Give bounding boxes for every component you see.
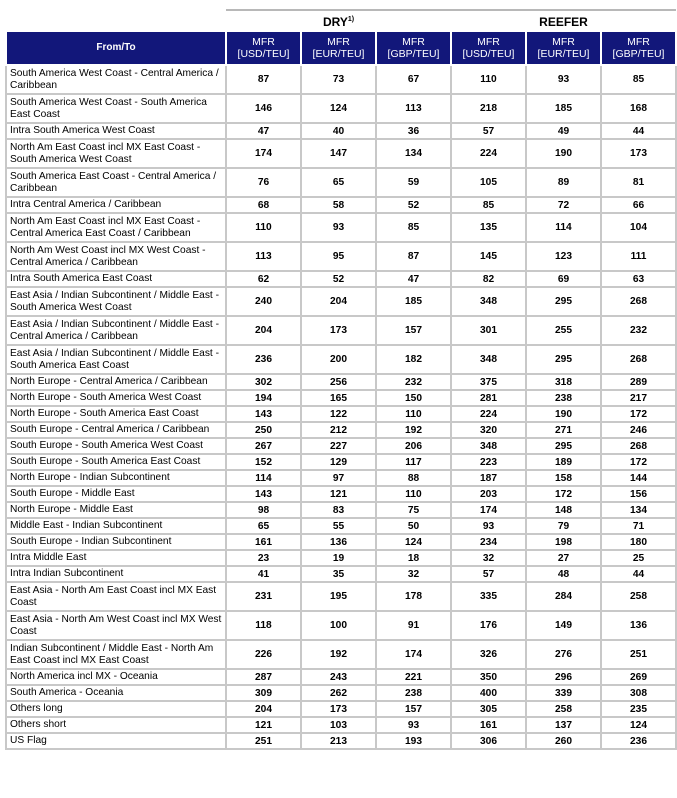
table-row (6, 197, 676, 213)
rate-cell-reefer-usd: 218 (451, 94, 526, 123)
rate-cell-reefer-gbp: 71 (601, 518, 676, 534)
route-cell: South Europe - Middle East (6, 486, 226, 502)
rate-cell-reefer-eur: 72 (526, 197, 601, 213)
header-label: MFR (477, 36, 500, 48)
rate-cell-dry-usd: 143 (226, 406, 301, 422)
route-cell: South America West Coast - Central America / Caribbean (6, 65, 226, 94)
rate-cell-dry-eur: 195 (301, 582, 376, 611)
rate-cell-reefer-usd: 176 (451, 611, 526, 640)
table-row (6, 717, 676, 733)
group-dry-footnote: 1) (347, 16, 355, 23)
rate-cell-reefer-eur: 238 (526, 390, 601, 406)
rate-cell-dry-eur: 256 (301, 374, 376, 390)
rate-cell-dry-gbp: 59 (376, 168, 451, 197)
rate-cell-reefer-eur: 114 (526, 213, 601, 242)
rate-cell-dry-gbp: 182 (376, 345, 451, 374)
rate-cell-reefer-usd: 203 (451, 486, 526, 502)
rate-cell-dry-gbp: 91 (376, 611, 451, 640)
rate-cell-dry-eur: 136 (301, 534, 376, 550)
rate-cell-dry-usd: 62 (226, 271, 301, 287)
header-unit: [EUR/TEU] (537, 48, 590, 60)
table-row (6, 518, 676, 534)
rate-cell-reefer-eur: 296 (526, 669, 601, 685)
rate-cell-reefer-usd: 348 (451, 438, 526, 454)
rate-cell-dry-eur: 204 (301, 287, 376, 316)
rate-cell-reefer-gbp: 289 (601, 374, 676, 390)
rate-cell-dry-gbp: 134 (376, 139, 451, 168)
rate-cell-reefer-gbp: 180 (601, 534, 676, 550)
rate-cell-reefer-eur: 48 (526, 566, 601, 582)
rate-cell-dry-usd: 76 (226, 168, 301, 197)
header-unit: [EUR/TEU] (312, 48, 365, 60)
rate-cell-dry-usd: 113 (226, 242, 301, 271)
rate-cell-reefer-gbp: 44 (601, 123, 676, 139)
route-cell: South Europe - Indian Subcontinent (6, 534, 226, 550)
rate-cell-dry-gbp: 238 (376, 685, 451, 701)
rate-cell-reefer-usd: 301 (451, 316, 526, 345)
table-row (6, 94, 676, 123)
route-cell: South Europe - South America East Coast (6, 454, 226, 470)
rate-cell-reefer-usd: 224 (451, 139, 526, 168)
rate-cell-dry-usd: 267 (226, 438, 301, 454)
rate-cell-dry-gbp: 157 (376, 701, 451, 717)
rate-cell-dry-eur: 262 (301, 685, 376, 701)
header-unit: [GBP/TEU] (612, 48, 665, 60)
rate-cell-dry-usd: 302 (226, 374, 301, 390)
rate-cell-reefer-gbp: 232 (601, 316, 676, 345)
route-cell: Others long (6, 701, 226, 717)
rate-cell-reefer-eur: 260 (526, 733, 601, 749)
rate-cell-reefer-gbp: 85 (601, 65, 676, 94)
rate-cell-dry-gbp: 193 (376, 733, 451, 749)
rate-cell-reefer-gbp: 124 (601, 717, 676, 733)
rate-cell-dry-eur: 95 (301, 242, 376, 271)
table-row (6, 287, 676, 316)
rate-cell-dry-gbp: 52 (376, 197, 451, 213)
rate-cell-dry-eur: 100 (301, 611, 376, 640)
group-header-dry (226, 10, 451, 31)
rate-cell-reefer-eur: 89 (526, 168, 601, 197)
rate-cell-reefer-usd: 223 (451, 454, 526, 470)
rate-cell-reefer-gbp: 156 (601, 486, 676, 502)
rate-cell-dry-gbp: 32 (376, 566, 451, 582)
rate-cell-dry-eur: 227 (301, 438, 376, 454)
route-cell: East Asia / Indian Subcontinent / Middle East - Central America / Caribbean (6, 316, 226, 345)
rate-cell-dry-usd: 121 (226, 717, 301, 733)
rate-cell-reefer-gbp: 235 (601, 701, 676, 717)
rate-cell-dry-eur: 73 (301, 65, 376, 94)
rate-cell-dry-usd: 110 (226, 213, 301, 242)
rate-cell-dry-eur: 243 (301, 669, 376, 685)
rate-cell-reefer-usd: 105 (451, 168, 526, 197)
table-row (6, 669, 676, 685)
rate-cell-reefer-eur: 148 (526, 502, 601, 518)
rate-cell-reefer-gbp: 268 (601, 287, 676, 316)
rate-cell-reefer-gbp: 63 (601, 271, 676, 287)
rate-cell-dry-eur: 52 (301, 271, 376, 287)
header-unit: [USD/TEU] (237, 48, 290, 60)
rate-cell-reefer-eur: 295 (526, 438, 601, 454)
rate-cell-dry-gbp: 113 (376, 94, 451, 123)
route-cell: North Europe - Middle East (6, 502, 226, 518)
rate-cell-reefer-usd: 85 (451, 197, 526, 213)
group-dry-label: DRY (322, 15, 348, 29)
table-row (6, 550, 676, 566)
rate-cell-dry-gbp: 88 (376, 470, 451, 486)
rate-cell-reefer-usd: 281 (451, 390, 526, 406)
rate-cell-dry-eur: 40 (301, 123, 376, 139)
rate-cell-dry-usd: 250 (226, 422, 301, 438)
header-label: MFR (552, 36, 575, 48)
table-row (6, 139, 676, 168)
rate-cell-dry-gbp: 36 (376, 123, 451, 139)
rate-cell-dry-usd: 174 (226, 139, 301, 168)
route-cell: Intra Middle East (6, 550, 226, 566)
rate-cell-reefer-gbp: 172 (601, 454, 676, 470)
rate-cell-dry-usd: 287 (226, 669, 301, 685)
route-cell: South America East Coast - Central America / Caribbean (6, 168, 226, 197)
rate-cell-reefer-usd: 82 (451, 271, 526, 287)
rate-cell-reefer-usd: 320 (451, 422, 526, 438)
rate-cell-reefer-gbp: 66 (601, 197, 676, 213)
rate-cell-dry-eur: 129 (301, 454, 376, 470)
rate-cell-reefer-usd: 93 (451, 518, 526, 534)
rate-cell-reefer-gbp: 268 (601, 438, 676, 454)
table-row (6, 454, 676, 470)
table-row (6, 242, 676, 271)
rate-cell-dry-gbp: 87 (376, 242, 451, 271)
rate-cell-dry-usd: 143 (226, 486, 301, 502)
rate-cell-dry-eur: 103 (301, 717, 376, 733)
rate-cell-reefer-eur: 295 (526, 287, 601, 316)
rate-cell-dry-usd: 231 (226, 582, 301, 611)
header-label: MFR (252, 36, 275, 48)
table-row (6, 316, 676, 345)
rate-cell-dry-eur: 35 (301, 566, 376, 582)
rate-cell-reefer-gbp: 44 (601, 566, 676, 582)
header-reefer-gbp (601, 31, 676, 65)
header-dry-usd (226, 31, 301, 65)
rate-cell-reefer-eur: 271 (526, 422, 601, 438)
rate-cell-reefer-eur: 189 (526, 454, 601, 470)
rate-cell-reefer-gbp: 168 (601, 94, 676, 123)
route-cell: North Am West Coast incl MX West Coast - Central America / Caribbean (6, 242, 226, 271)
rate-cell-dry-usd: 161 (226, 534, 301, 550)
rate-cell-dry-eur: 200 (301, 345, 376, 374)
table-row (6, 438, 676, 454)
rate-cell-reefer-eur: 255 (526, 316, 601, 345)
table-row (6, 406, 676, 422)
table-row (6, 611, 676, 640)
rate-cell-reefer-gbp: 81 (601, 168, 676, 197)
rate-cell-reefer-usd: 335 (451, 582, 526, 611)
route-cell: East Asia / Indian Subcontinent / Middle East - South America West Coast (6, 287, 226, 316)
table-row (6, 213, 676, 242)
route-cell: North Europe - South America West Coast (6, 390, 226, 406)
header-unit: [USD/TEU] (462, 48, 515, 60)
rate-cell-reefer-eur: 137 (526, 717, 601, 733)
table-row (6, 582, 676, 611)
rate-cell-reefer-eur: 276 (526, 640, 601, 669)
header-dry-eur (301, 31, 376, 65)
rate-cell-reefer-usd: 375 (451, 374, 526, 390)
rate-cell-dry-usd: 87 (226, 65, 301, 94)
rate-cell-dry-usd: 309 (226, 685, 301, 701)
rate-cell-dry-usd: 146 (226, 94, 301, 123)
rate-cell-reefer-eur: 69 (526, 271, 601, 287)
rate-cell-reefer-gbp: 134 (601, 502, 676, 518)
rate-cell-dry-gbp: 110 (376, 406, 451, 422)
rate-cell-dry-usd: 65 (226, 518, 301, 534)
rate-cell-reefer-gbp: 308 (601, 685, 676, 701)
table-row (6, 470, 676, 486)
mfr-rate-table (5, 9, 677, 750)
rate-cell-dry-usd: 118 (226, 611, 301, 640)
rate-cell-dry-gbp: 178 (376, 582, 451, 611)
rate-cell-reefer-eur: 158 (526, 470, 601, 486)
rate-cell-dry-usd: 251 (226, 733, 301, 749)
rate-cell-dry-gbp: 124 (376, 534, 451, 550)
route-cell: Intra Central America / Caribbean (6, 197, 226, 213)
rate-cell-reefer-usd: 187 (451, 470, 526, 486)
route-cell: East Asia / Indian Subcontinent / Middle East - South America East Coast (6, 345, 226, 374)
rate-cell-reefer-usd: 306 (451, 733, 526, 749)
rate-cell-reefer-gbp: 258 (601, 582, 676, 611)
table-row (6, 422, 676, 438)
rate-cell-reefer-gbp: 173 (601, 139, 676, 168)
rate-cell-reefer-usd: 174 (451, 502, 526, 518)
route-cell: North America incl MX - Oceania (6, 669, 226, 685)
rate-cell-reefer-eur: 339 (526, 685, 601, 701)
table-row (6, 390, 676, 406)
rate-cell-reefer-usd: 145 (451, 242, 526, 271)
rate-cell-reefer-usd: 234 (451, 534, 526, 550)
rate-cell-dry-gbp: 18 (376, 550, 451, 566)
route-cell: Intra South America East Coast (6, 271, 226, 287)
rate-cell-dry-gbp: 110 (376, 486, 451, 502)
route-cell: North Europe - Central America / Caribbean (6, 374, 226, 390)
rate-cell-reefer-usd: 32 (451, 550, 526, 566)
rate-cell-dry-eur: 124 (301, 94, 376, 123)
rate-cell-dry-eur: 122 (301, 406, 376, 422)
rate-cell-reefer-eur: 284 (526, 582, 601, 611)
table-row (6, 733, 676, 749)
rate-cell-dry-usd: 194 (226, 390, 301, 406)
rate-cell-reefer-gbp: 251 (601, 640, 676, 669)
rate-cell-dry-gbp: 47 (376, 271, 451, 287)
rate-cell-dry-usd: 98 (226, 502, 301, 518)
header-label: MFR (327, 36, 350, 48)
route-cell: Indian Subcontinent / Middle East - North Am East Coast incl MX East Coast (6, 640, 226, 669)
rate-cell-dry-eur: 212 (301, 422, 376, 438)
route-cell: Intra Indian Subcontinent (6, 566, 226, 582)
rate-cell-reefer-usd: 305 (451, 701, 526, 717)
route-cell: North Europe - Indian Subcontinent (6, 470, 226, 486)
rate-cell-reefer-gbp: 217 (601, 390, 676, 406)
rate-cell-reefer-eur: 185 (526, 94, 601, 123)
rate-cell-reefer-gbp: 111 (601, 242, 676, 271)
rate-cell-reefer-eur: 295 (526, 345, 601, 374)
rate-cell-dry-eur: 65 (301, 168, 376, 197)
table-row (6, 374, 676, 390)
route-cell: North Am East Coast incl MX East Coast - South America West Coast (6, 139, 226, 168)
route-cell: South America West Coast - South America East Coast (6, 94, 226, 123)
rate-cell-reefer-eur: 123 (526, 242, 601, 271)
route-cell: South Europe - South America West Coast (6, 438, 226, 454)
rate-cell-dry-eur: 173 (301, 701, 376, 717)
rate-cell-dry-eur: 121 (301, 486, 376, 502)
rate-cell-dry-gbp: 192 (376, 422, 451, 438)
rate-cell-reefer-gbp: 268 (601, 345, 676, 374)
rate-cell-dry-gbp: 67 (376, 65, 451, 94)
route-cell: Others short (6, 717, 226, 733)
table-row (6, 486, 676, 502)
rate-cell-reefer-eur: 79 (526, 518, 601, 534)
rate-cell-dry-eur: 93 (301, 213, 376, 242)
rate-cell-reefer-eur: 318 (526, 374, 601, 390)
rate-cell-dry-gbp: 232 (376, 374, 451, 390)
rate-cell-reefer-gbp: 144 (601, 470, 676, 486)
rate-cell-reefer-usd: 135 (451, 213, 526, 242)
rate-cell-reefer-eur: 190 (526, 406, 601, 422)
rate-cell-dry-eur: 165 (301, 390, 376, 406)
route-cell: South Europe - Central America / Caribbean (6, 422, 226, 438)
rate-cell-reefer-eur: 172 (526, 486, 601, 502)
rate-cell-reefer-gbp: 172 (601, 406, 676, 422)
rate-cell-dry-usd: 41 (226, 566, 301, 582)
header-reefer-usd (451, 31, 526, 65)
rate-cell-reefer-eur: 27 (526, 550, 601, 566)
rate-cell-reefer-usd: 348 (451, 345, 526, 374)
rate-cell-dry-gbp: 221 (376, 669, 451, 685)
rate-cell-dry-usd: 114 (226, 470, 301, 486)
rate-cell-dry-usd: 236 (226, 345, 301, 374)
rate-cell-reefer-eur: 149 (526, 611, 601, 640)
route-cell: North Am East Coast incl MX East Coast - Central America East Coast / Caribbean (6, 213, 226, 242)
rate-cell-dry-usd: 23 (226, 550, 301, 566)
rate-cell-dry-usd: 240 (226, 287, 301, 316)
table-row (6, 534, 676, 550)
rate-cell-dry-eur: 147 (301, 139, 376, 168)
rate-cell-dry-usd: 68 (226, 197, 301, 213)
rate-cell-reefer-eur: 49 (526, 123, 601, 139)
table-row (6, 65, 676, 94)
rate-cell-reefer-gbp: 25 (601, 550, 676, 566)
group-header-blank (6, 10, 226, 31)
table-row (6, 701, 676, 717)
route-cell: US Flag (6, 733, 226, 749)
rate-cell-reefer-gbp: 104 (601, 213, 676, 242)
rate-cell-dry-eur: 97 (301, 470, 376, 486)
route-cell: East Asia - North Am West Coast incl MX West Coast (6, 611, 226, 640)
rate-cell-dry-gbp: 157 (376, 316, 451, 345)
rate-cell-dry-gbp: 206 (376, 438, 451, 454)
rate-cell-dry-usd: 47 (226, 123, 301, 139)
table-row (6, 502, 676, 518)
rate-cell-dry-usd: 152 (226, 454, 301, 470)
route-cell: Intra South America West Coast (6, 123, 226, 139)
rate-cell-dry-gbp: 117 (376, 454, 451, 470)
group-header-reefer (451, 10, 676, 31)
table-body (6, 65, 676, 749)
rate-cell-reefer-eur: 190 (526, 139, 601, 168)
rate-cell-reefer-eur: 198 (526, 534, 601, 550)
column-header-row (6, 31, 676, 65)
rate-cell-reefer-usd: 224 (451, 406, 526, 422)
rate-cell-dry-usd: 204 (226, 316, 301, 345)
rate-cell-reefer-usd: 400 (451, 685, 526, 701)
header-from-to: From/To (6, 31, 226, 65)
group-header-row (6, 10, 676, 31)
rate-cell-dry-usd: 204 (226, 701, 301, 717)
rate-cell-dry-gbp: 174 (376, 640, 451, 669)
rate-cell-dry-eur: 19 (301, 550, 376, 566)
rate-cell-reefer-usd: 350 (451, 669, 526, 685)
header-unit: [GBP/TEU] (387, 48, 440, 60)
route-cell: South America - Oceania (6, 685, 226, 701)
rate-cell-reefer-usd: 57 (451, 566, 526, 582)
table-row (6, 640, 676, 669)
rate-cell-reefer-gbp: 236 (601, 733, 676, 749)
rate-cell-dry-gbp: 185 (376, 287, 451, 316)
rate-cell-reefer-usd: 348 (451, 287, 526, 316)
table-row (6, 123, 676, 139)
table-row (6, 685, 676, 701)
rate-cell-dry-eur: 173 (301, 316, 376, 345)
rate-cell-dry-gbp: 85 (376, 213, 451, 242)
rate-cell-reefer-eur: 93 (526, 65, 601, 94)
rate-cell-dry-usd: 226 (226, 640, 301, 669)
rate-cell-dry-eur: 192 (301, 640, 376, 669)
table-row (6, 271, 676, 287)
rate-cell-dry-gbp: 50 (376, 518, 451, 534)
rate-cell-reefer-gbp: 269 (601, 669, 676, 685)
rate-table-container (5, 9, 675, 750)
rate-cell-reefer-gbp: 136 (601, 611, 676, 640)
rate-cell-reefer-gbp: 246 (601, 422, 676, 438)
header-label: MFR (402, 36, 425, 48)
rate-cell-reefer-usd: 57 (451, 123, 526, 139)
header-label: MFR (627, 36, 650, 48)
table-row (6, 345, 676, 374)
rate-cell-reefer-usd: 326 (451, 640, 526, 669)
table-row (6, 566, 676, 582)
route-cell: North Europe - South America East Coast (6, 406, 226, 422)
header-reefer-eur (526, 31, 601, 65)
rate-cell-dry-eur: 58 (301, 197, 376, 213)
rate-cell-dry-eur: 83 (301, 502, 376, 518)
rate-cell-dry-gbp: 93 (376, 717, 451, 733)
group-reefer-label: REEFER (539, 15, 588, 29)
table-row (6, 168, 676, 197)
route-cell: Middle East - Indian Subcontinent (6, 518, 226, 534)
rate-cell-reefer-usd: 161 (451, 717, 526, 733)
header-dry-gbp (376, 31, 451, 65)
rate-cell-reefer-eur: 258 (526, 701, 601, 717)
rate-cell-dry-eur: 55 (301, 518, 376, 534)
rate-cell-dry-gbp: 150 (376, 390, 451, 406)
rate-cell-dry-gbp: 75 (376, 502, 451, 518)
route-cell: East Asia - North Am East Coast incl MX East Coast (6, 582, 226, 611)
rate-cell-dry-eur: 213 (301, 733, 376, 749)
rate-cell-reefer-usd: 110 (451, 65, 526, 94)
